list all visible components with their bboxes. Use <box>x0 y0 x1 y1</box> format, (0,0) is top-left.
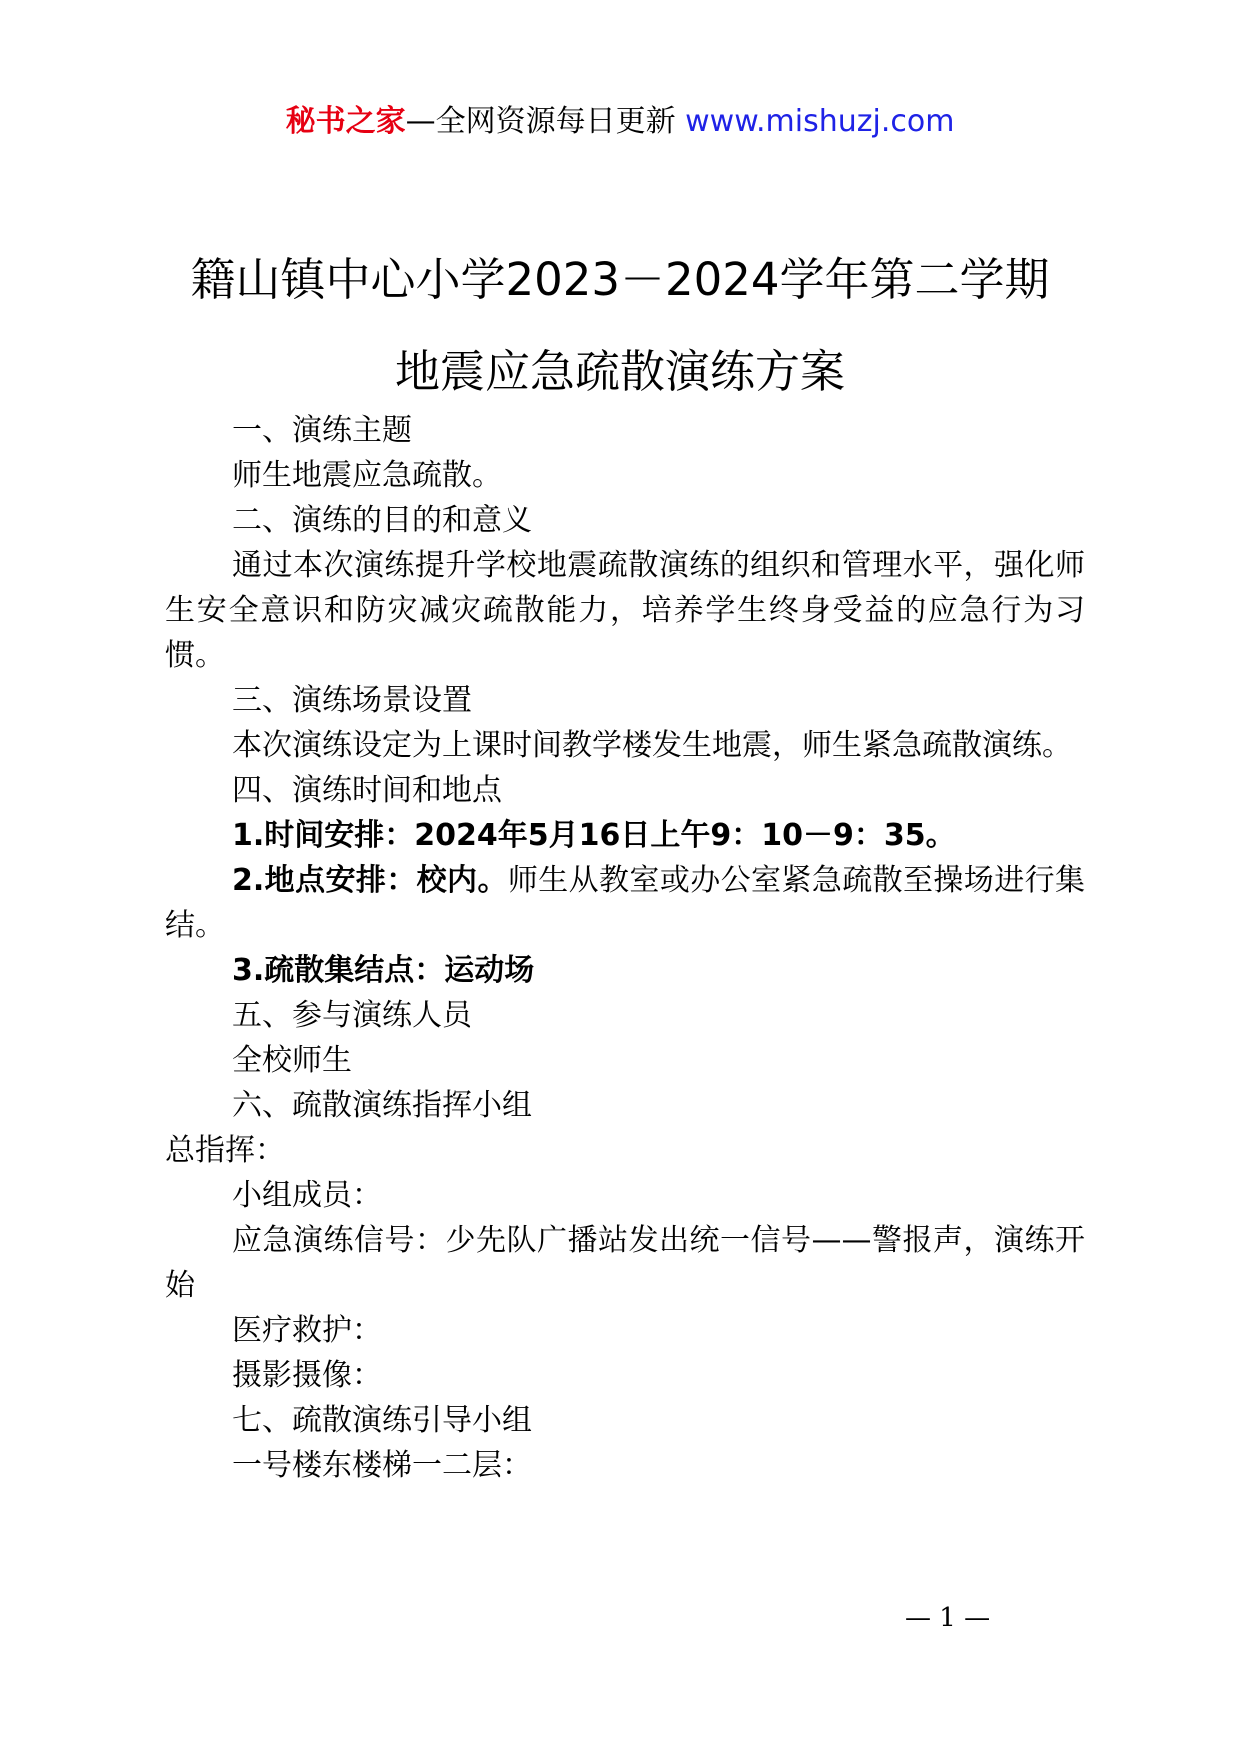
header-tagline: —全网资源每日更新 <box>405 104 676 139</box>
section-2-body: 通过本次演练提升学校地震疏散演练的组织和管理水平，强化师生安全意识和防灾减灾疏散能力，培养学生终身受益的应急行为习惯。 <box>165 548 1085 673</box>
section-6-photo: 摄影摄像： <box>232 1358 382 1393</box>
section-6-heading: 六、疏散演练指挥小组 <box>232 1088 532 1123</box>
section-7-item-1: 一号楼东楼梯一二层： <box>232 1448 532 1483</box>
section-1-heading: 一、演练主题 <box>232 413 412 448</box>
section-5-heading: 五、参与演练人员 <box>232 998 472 1033</box>
document-title-line-2: 地震应急疏散演练方案 <box>394 345 845 398</box>
section-4-assembly-point: 3.疏散集结点：运动场 <box>232 953 535 988</box>
document-title-line-1: 籍山镇中心小学2023－2024学年第二学期 <box>190 253 1050 306</box>
document-body <box>165 408 1085 1488</box>
header-url[interactable]: www.mishuzj.com <box>685 104 955 139</box>
section-6-medical: 医疗救护： <box>232 1313 382 1348</box>
section-2-heading: 二、演练的目的和意义 <box>232 503 532 538</box>
section-1-body: 师生地震应急疏散。 <box>232 458 502 493</box>
section-6-commander: 总指挥： <box>165 1133 285 1168</box>
section-3-body: 本次演练设定为上课时间教学楼发生地震，师生紧急疏散演练。 <box>232 728 1072 763</box>
section-3-heading: 三、演练场景设置 <box>232 683 472 718</box>
section-6-members: 小组成员： <box>232 1178 382 1213</box>
section-4-heading: 四、演练时间和地点 <box>232 773 502 808</box>
section-6-signal: 应急演练信号：少先队广播站发出统一信号——警报声，演练开始 <box>165 1223 1085 1303</box>
site-header <box>0 100 1240 144</box>
location-detail: 师生从教室或办公室紧急疏散至操场进行集结。 <box>165 863 1085 943</box>
section-5-body: 全校师生 <box>232 1043 352 1078</box>
section-7-heading: 七、疏散演练引导小组 <box>232 1403 532 1438</box>
location-label: 2.地点安排：校内。 <box>232 863 508 898</box>
section-4-time: 1.时间安排：2024年5月16日上午9：10－9：35。 <box>232 818 956 853</box>
section-4-location <box>165 858 1085 948</box>
header-brand: 秘书之家 <box>285 104 406 139</box>
page-number: — 1 — <box>905 1603 991 1633</box>
